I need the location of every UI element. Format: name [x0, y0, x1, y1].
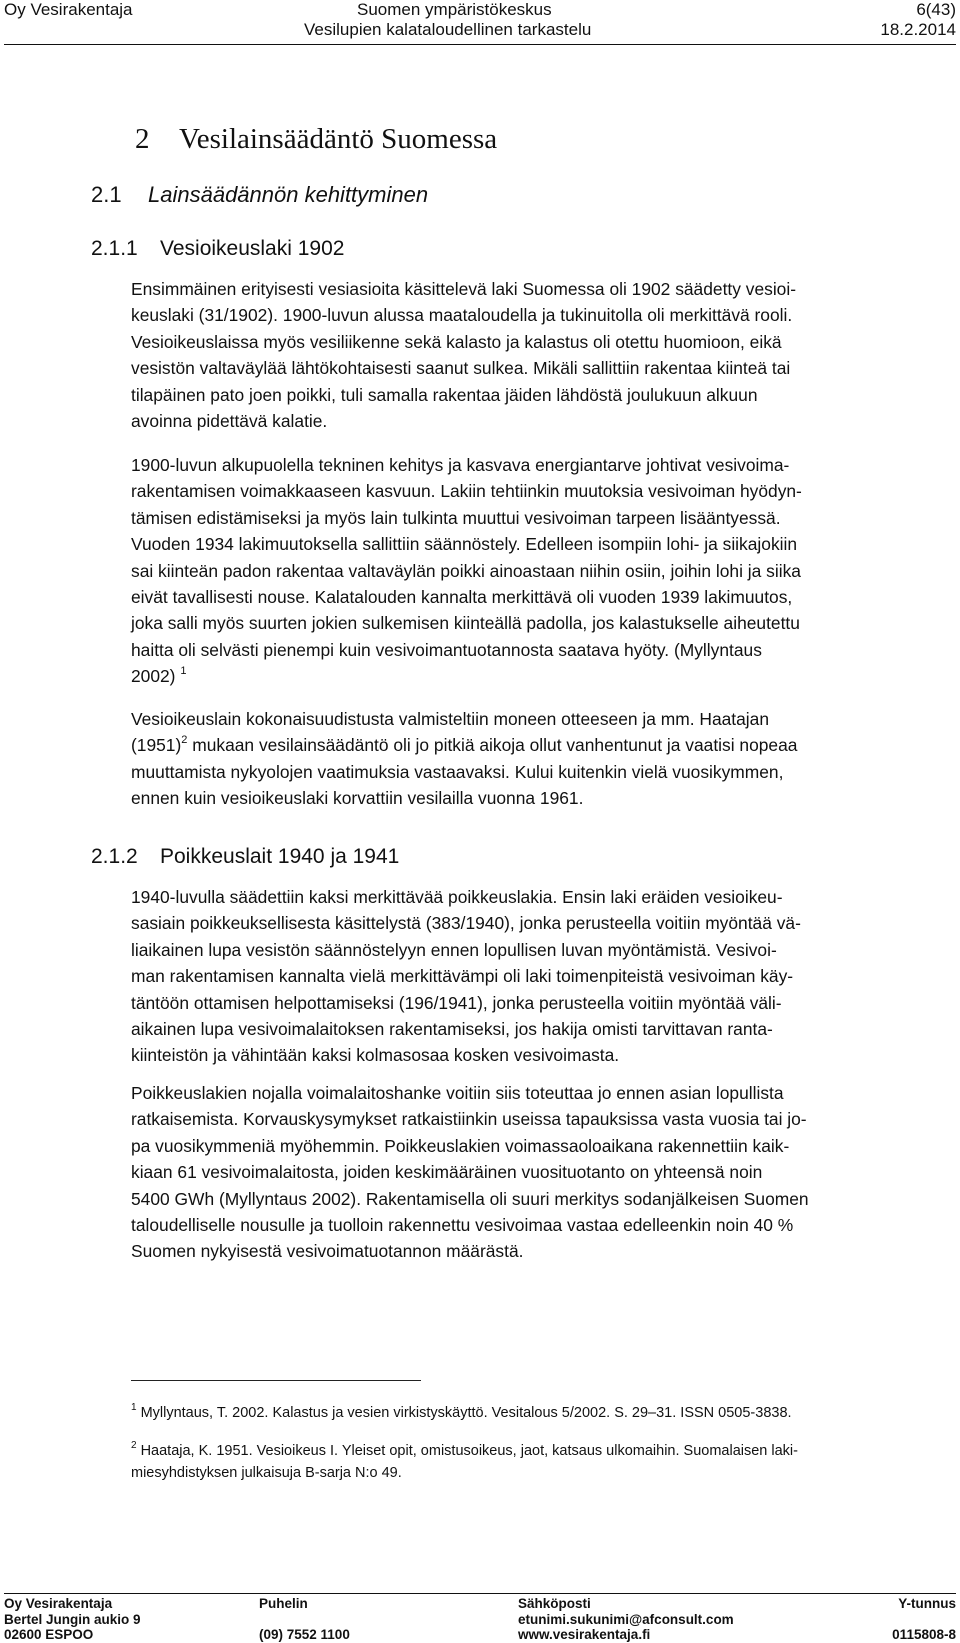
footer-contact-column: [518, 1596, 734, 1643]
text-line: rakentamisen voimakkaaseen kasvuun. Lakiin tehtiinkin muutoksia vesivoiman hyödyn-: [131, 481, 802, 502]
footer-ytunnus: 0115808-8: [892, 1627, 956, 1642]
footnote-mark: 1: [131, 1402, 137, 1413]
text-line: Poikkeuslakien nojalla voimalaitoshanke voitiin siis toteuttaa jo ennen asian lopullista: [131, 1083, 784, 1103]
text-line: sai kiinteän padon rakentaa valtaväylän poikki ainoastaan niihin osiin, joihin lohi ja siika: [131, 560, 801, 581]
text-line: Vesioikeuslain kokonaisuudistusta valmisteltiin moneen otteeseen ja mm. Haatajan: [131, 709, 770, 729]
text-line: tilapäinen pato joen poikki, tuli samalla rakentaa jäiden lähdöstä joulukuun alkuun: [131, 384, 758, 405]
footer-email-label: Sähköposti: [518, 1596, 591, 1611]
text-fragment: (1951): [131, 735, 182, 756]
text-line: 1940-luvulla säädettiin kaksi merkittävää poikkeuslakia. Ensin laki eräiden vesioikeu-: [131, 887, 783, 907]
text-line: pa vuosikymmeniä myöhemmin. Poikkeuslakien voimassaoloaikana rakennettiin kaik-: [131, 1135, 790, 1156]
footnote-line: [131, 1402, 921, 1424]
header-divider: [4, 44, 956, 45]
footnote-line: miesyhdistyksen julkaisuja B-sarja N:o 49.: [131, 1465, 402, 1481]
text-line: 5400 GWh (Myllyntaus 2002). Rakentamisella oli suuri merkitys sodanjälkeisen Suomen: [131, 1188, 809, 1209]
footnote-divider: [131, 1380, 421, 1381]
section-heading: [135, 122, 497, 156]
subsection-title: Lainsäädännön kehittyminen: [148, 182, 429, 207]
text-line: kiinteistön ja vähintään kaksi kolmasosaa kosken vesivoimasta.: [131, 1045, 620, 1066]
text-line: liaikainen lupa vesistön säännöstelyyn ennen lopullisen luvan myöntämistä. Vesivoi-: [131, 939, 777, 960]
text-line: vesistön valtaväylää lähtökohtaisesti saanut sulkea. Mikäli sallittiin rakentaa kiinteä tai: [131, 358, 791, 379]
sub1-paragraph-2: [131, 452, 921, 690]
footer-ytunnus-column: [892, 1596, 956, 1643]
header-page-number: 6(43): [916, 0, 956, 19]
footer-address-city: 02600 ESPOO: [4, 1627, 94, 1642]
section-title: Vesilainsäädäntö Suomessa: [179, 123, 498, 155]
footnote-1: [131, 1402, 921, 1424]
sub1-paragraph-3: [131, 706, 921, 812]
footnote-mark: 2: [131, 1440, 137, 1451]
text-fragment: mukaan vesilainsäädäntö oli jo pitkiä aikoja ollut vanhentunut ja vaatisi nopeaa: [187, 735, 798, 756]
text-line: aikainen lupa vesivoimalaitoksen rakentamiseksi, jos hakija omisti tarvittavan ranta-: [131, 1019, 773, 1040]
text-line: tämisen edistämiseksi ja myös lain tulkinta muuttui vesivoiman tarpeen lisääntyessä.: [131, 507, 781, 528]
footer-phone: (09) 7552 1100: [259, 1627, 350, 1642]
subsection-heading: [91, 182, 428, 208]
text-fragment: 2002): [131, 666, 176, 687]
text-line: [131, 732, 921, 758]
header-date: 18.2.2014: [880, 20, 956, 39]
footer-address-street: Bertel Jungin aukio 9: [4, 1611, 141, 1627]
text-line: ennen kuin vesioikeuslaki korvattiin vesilailla vuonna 1961.: [131, 788, 584, 809]
footer-phone-column: [259, 1596, 350, 1643]
text-line: Vesioikeuslaissa myös vesiliikenne sekä kalasto ja kalastus oli otettu huomioon, eikä: [131, 331, 782, 352]
text-line: avoinna pidettävä kalatie.: [131, 411, 328, 432]
footer-divider: [4, 1593, 956, 1594]
text-line: Ensimmäinen erityisesti vesiasioita käsittelevä laki Suomessa oli 1902 säädetty vesioi-: [131, 279, 797, 299]
footer-email-link[interactable]: etunimi.sukunimi@afconsult.com: [518, 1611, 734, 1627]
footer-company: Oy Vesirakentaja: [4, 1596, 113, 1611]
header-client: Suomen ympäristökeskus: [357, 0, 552, 19]
text-line: kiaan 61 vesivoimalaitosta, joiden keskimääräinen vuosituotanto on yhteensä noin: [131, 1162, 763, 1183]
sub2-number: 2.1.2: [91, 845, 138, 868]
subsection-number: 2.1: [91, 182, 122, 207]
text-line: muuttamista nykyolojen vaatimuksia vastaavaksi. Kului kuitenkin vielä vuosikymmen,: [131, 761, 784, 782]
text-line: taloudelliselle nousulle ja tuolloin rakennettu vesivoimaa vastaa edelleenkin noin 40 %: [131, 1215, 794, 1236]
footer-company-column: [4, 1596, 141, 1643]
sub1-paragraph-1: [131, 276, 921, 434]
sub1-heading: [91, 236, 344, 262]
text-line: [131, 663, 921, 689]
sub1-title: Vesioikeuslaki 1902: [160, 237, 345, 260]
text-line: Vuoden 1934 lakimuutoksella sallittiin säännöstely. Edelleen isompiin lohi- ja siikajokiin: [131, 534, 798, 555]
footer-phone-label: Puhelin: [259, 1596, 308, 1611]
header-company: Oy Vesirakentaja: [4, 0, 133, 19]
text-line: haitta oli selvästi pienempi kuin vesivoimantuotannosta saatava hyöty. (Myllyntaus: [131, 639, 762, 660]
sub2-paragraph-1: [131, 884, 921, 1069]
footer-ytunnus-label: Y-tunnus: [898, 1596, 956, 1611]
footnote-line: [131, 1440, 921, 1462]
header-doc-title: Vesilupien kalataloudellinen tarkastelu: [304, 20, 592, 39]
footnote-2: [131, 1440, 921, 1484]
text-line: ratkaisemista. Korvauskysymykset ratkaistiinkin useissa tapauksissa vasta vuosia tai jo-: [131, 1109, 807, 1130]
text-line: sasiain poikkeuksellisesta käsittelystä (383/1940), jonka perusteella voitiin myöntää vä-: [131, 913, 801, 934]
footnote-text: Haataja, K. 1951. Vesioikeus I. Yleiset opit, omistusoikeus, jaot, katsaus ulkomaihin. Suomalaisen laki-: [140, 1443, 798, 1459]
text-line: 1900-luvun alkupuolella tekninen kehitys ja kasvava energiantarve johtivat vesivoima-: [131, 455, 790, 475]
text-line: joka salli myös suurten jokien sulkemisen kiinteällä padolla, jos kalastukselle aiheutettu: [131, 613, 800, 634]
sub2-paragraph-2: [131, 1080, 921, 1265]
sub1-number: 2.1.1: [91, 237, 138, 260]
footnote-text: Myllyntaus, T. 2002. Kalastus ja vesien virkistyskäyttö. Vesitalous 5/2002. S. 29–31. ISSN 0505-3838.: [140, 1405, 792, 1421]
text-line: Suomen nykyisestä vesivoimatuotannon määrästä.: [131, 1241, 524, 1262]
sub2-title: Poikkeuslait 1940 ja 1941: [160, 845, 400, 868]
text-line: man rakentamisen kannalta vielä merkittävämpi oli laki toimenpiteistä vesivoiman käy-: [131, 966, 794, 987]
text-line: eivät tavallisesti nouse. Kalatalouden kannalta merkittävä oli vuoden 1939 lakimuutos,: [131, 587, 793, 608]
footnote-ref-1: 1: [180, 665, 187, 678]
sub2-heading: [91, 844, 399, 870]
text-line: keuslaki (31/1902). 1900-luvun alussa maataloudella ja tukinuitolla oli merkittävä rooli.: [131, 305, 793, 326]
footnote-ref-2: 2: [181, 734, 188, 747]
text-line: täntöön ottamisen helpottamiseksi (196/1941), jonka perusteella voitiin myöntää väli-: [131, 992, 782, 1013]
footer-web-link[interactable]: www.vesirakentaja.fi: [518, 1627, 651, 1642]
section-number: 2: [135, 123, 150, 155]
